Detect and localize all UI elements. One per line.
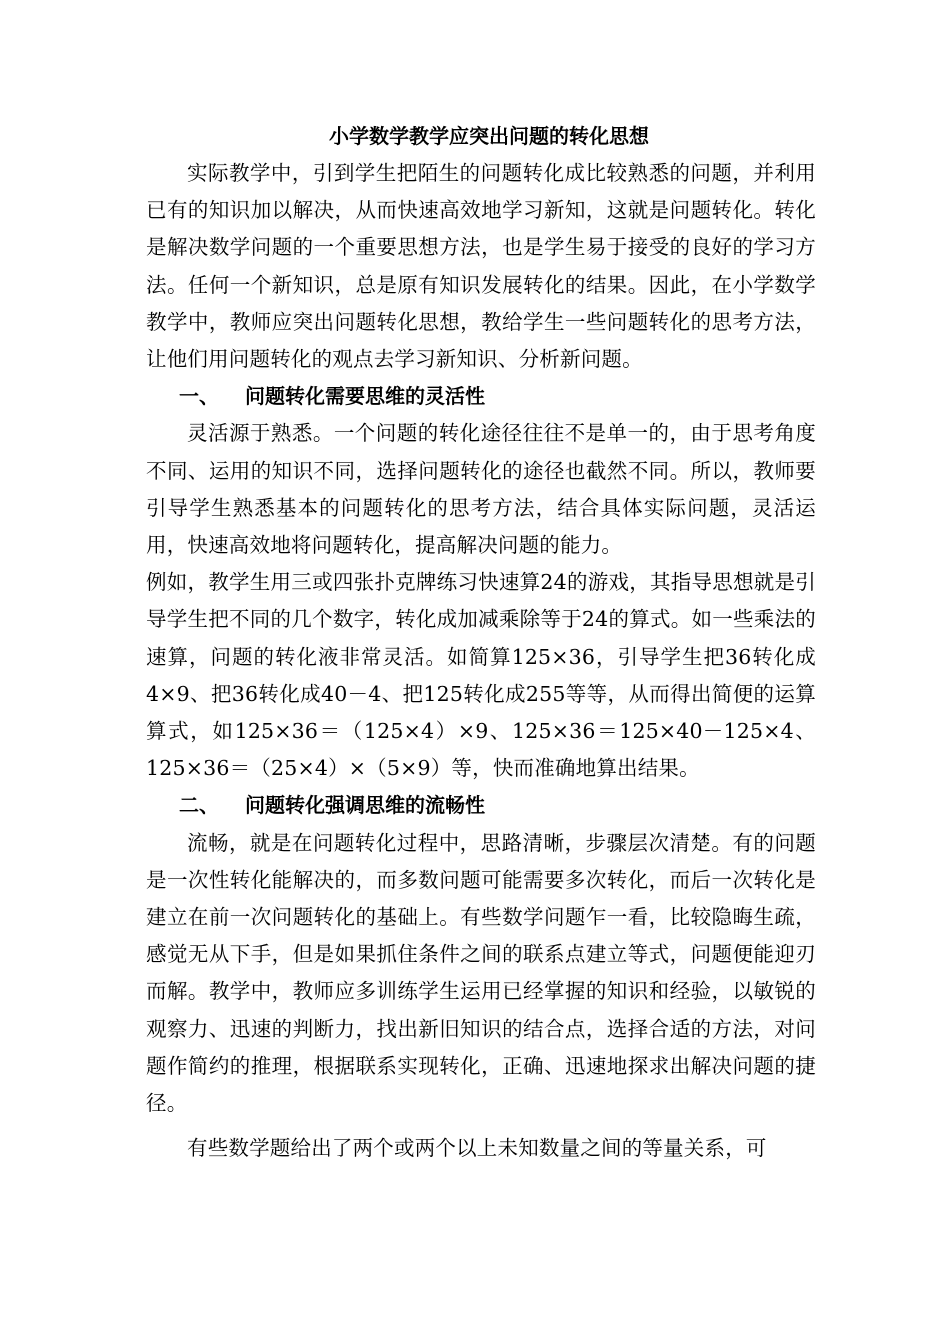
section-2-paragraph-2: 有些数学题给出了两个或两个以上未知数量之间的等量关系，可 — [187, 1136, 767, 1161]
intro-paragraph: 实际教学中，引到学生把陌生的问题转化成比较熟悉的问题，并利用已有的知识加以解决，从而快速高效地学习新知，这就是问题转化。转化是解决数学问题的一个重要思想方法，也是学生易于接受的良好的学习方法。任何一个新知识，总是原有知识发展转化的结果。因此，在小学数学教学中，教师应突出问题转化思想，教给学生一些问题转化的思考方法，让他们用问题转化的观点去学习新知识、分析新问题。 — [146, 161, 816, 372]
section-2-heading — [146, 787, 816, 824]
section-1-paragraph-2: 例如，教学生用三或四张扑克牌练习快速算24的游戏，其指导思想就是引导学生把不同的几个数字，转化成加减乘除等于24的算式。如一些乘法的速算，问题的转化液非常灵活。如简算125×36，引导学生把36转化成4×9、把36转化成40－4、把125转化成255等等，从而得出简便的运算算式，如125×36＝（125×4）×9、125×36＝125×40－125×4、125×36＝（25×4）×（5×9）等，快而准确地算出结果。 — [146, 570, 816, 781]
document-page — [146, 118, 816, 1167]
document-title: 小学数学教学应突出问题的转化思想 — [329, 124, 649, 148]
section-2-paragraph-1: 流畅，就是在问题转化过程中，思路清晰，步骤层次清楚。有的问题是一次性转化能解决的，而多数问题可能需要多次转化，而后一次转化是建立在前一次问题转化的基础上。有些数学问题乍一看，比较隐晦生疏，感觉无从下手，但是如果抓住条件之间的联系点建立等式，问题便能迎刃而解。教学中，教师应多训练学生运用已经掌握的知识和经验，以敏锐的观察力、迅速的判断力，找出新旧知识的结合点，选择合适的方法，对问题作简约的推理，根据联系实现转化，正确、迅速地探求出解决问题的捷径。 — [146, 830, 816, 1116]
section-2-title: 问题转化强调思维的流畅性 — [245, 793, 485, 818]
section-1-number: 一、 — [179, 384, 219, 409]
section-1-heading — [146, 378, 816, 415]
section-1-title: 问题转化需要思维的灵活性 — [245, 384, 485, 409]
section-2-number: 二、 — [179, 793, 219, 818]
section-1-paragraph-1: 灵活源于熟悉。一个问题的转化途径往往不是单一的，由于思考角度不同、运用的知识不同，选择问题转化的途径也截然不同。所以，教师要引导学生熟悉基本的问题转化的思考方法，结合具体实际问题，灵活运用，快速高效地将问题转化，提高解决问题的能力。 — [146, 421, 816, 558]
